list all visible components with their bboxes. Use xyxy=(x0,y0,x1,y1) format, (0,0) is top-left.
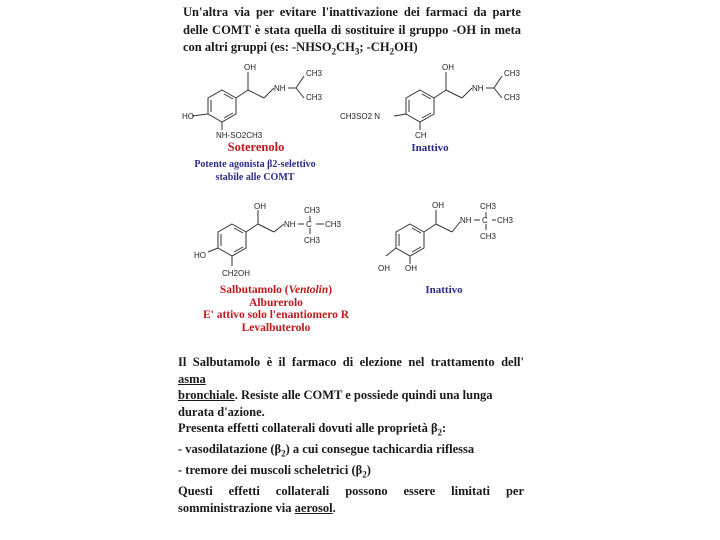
bottom-text: Presenta effetti collaterali dovuti alle proprietà β xyxy=(178,421,438,435)
oh-label: OH xyxy=(378,264,390,273)
bottom-line-3 xyxy=(178,420,524,441)
bottom-text: ) a cui consegue tachicardia riflessa xyxy=(285,442,475,456)
oh-label: OH xyxy=(432,201,444,210)
soterenolo-desc-line: stabile alle COMT xyxy=(215,171,295,183)
ch2oh-label: CH2OH xyxy=(222,269,251,278)
bottom-line-1 xyxy=(178,354,524,387)
bottom-line-7 xyxy=(178,500,524,517)
salbutamolo-name xyxy=(186,284,366,297)
oh-label: OH xyxy=(254,202,266,211)
asma-text: asma xyxy=(178,371,206,386)
bottom-text: Il Salbutamolo è il farmaco di elezione nel trattamento dell' xyxy=(178,355,524,369)
intro-text: CH xyxy=(336,40,355,54)
nh-label: NH xyxy=(274,84,286,93)
soterenolo-structure xyxy=(180,58,340,140)
intro-sub: 3 xyxy=(354,46,360,57)
inattivo-label-2: Inattivo xyxy=(425,284,463,296)
enantiomer-text: E' attivo solo l'enantiomero R xyxy=(202,309,350,321)
soterenolo-name: Soterenolo xyxy=(227,140,285,154)
intro-sub: 2 xyxy=(389,46,395,57)
intro-text: OH) xyxy=(394,40,418,54)
soterenolo-desc-line: Potente agonista β2-selettivo xyxy=(194,159,316,170)
ch-label: CH xyxy=(415,131,427,140)
alburerolo-text: Alburerolo xyxy=(249,296,303,309)
salbutamolo-name-end: ) xyxy=(328,284,333,296)
levalbuterolo-text: Levalbuterolo xyxy=(241,321,311,334)
ch3so2n-label: CH3SO2 N xyxy=(340,112,381,121)
soterenolo-desc xyxy=(180,159,330,184)
nh-label: NH xyxy=(472,84,484,93)
oh-label: OH xyxy=(442,63,454,72)
c-label: C xyxy=(306,220,312,229)
inattivo1-structure xyxy=(338,58,528,140)
intro-text: ; -CH xyxy=(359,40,390,54)
bottom-text: . Resiste alle COMT e possiede quindi una lunga durata d'azione. xyxy=(178,388,493,419)
inattivo2-structure xyxy=(372,198,522,278)
bottom-paragraph xyxy=(178,354,524,516)
nh-label: NH xyxy=(460,216,472,225)
nhso2-label: NH-SO2CH3 xyxy=(216,131,263,140)
ho-label: HO xyxy=(194,251,206,260)
salbutamolo-block xyxy=(186,284,366,334)
ch3-label: CH3 xyxy=(325,220,342,229)
bottom-text: - vasodilatazione (β xyxy=(178,442,282,456)
bottom-text: somministrazione via xyxy=(178,500,295,515)
bottom-line-5 xyxy=(178,462,524,483)
ch3-label: CH3 xyxy=(504,93,521,102)
bottom-text: - tremore dei muscoli scheletrici (β xyxy=(178,463,363,477)
beta-sub: 2 xyxy=(437,427,443,438)
oh-label: OH xyxy=(405,264,417,273)
salbutamolo-name-text: Salbutamolo ( xyxy=(219,284,289,296)
bottom-text: : xyxy=(442,421,447,435)
intro-paragraph xyxy=(183,4,521,61)
ch3-label: CH3 xyxy=(480,232,497,241)
bottom-line-6: Questi effetti collaterali possono essere limitati per xyxy=(178,484,524,498)
bottom-line-2 xyxy=(178,387,524,420)
beta-sub: 2 xyxy=(362,469,367,480)
ch3-label: CH3 xyxy=(304,236,321,245)
ventolin-text: Ventolin xyxy=(288,284,329,296)
ch3-label: CH3 xyxy=(306,93,323,102)
c-label: C xyxy=(482,216,488,225)
bottom-text: ) xyxy=(366,463,371,477)
intro-sub: 2 xyxy=(331,46,337,57)
nh-label: NH xyxy=(284,220,296,229)
bottom-line-4 xyxy=(178,441,524,462)
bottom-text: . xyxy=(332,500,336,515)
bronchiale-text: bronchiale xyxy=(178,388,235,402)
ch3-label: CH3 xyxy=(497,216,514,225)
ch3-label: CH3 xyxy=(504,69,521,78)
inattivo-label-1: Inattivo xyxy=(411,142,449,154)
intro-text: Un'altra via per evitare l'inattivazione dei farmaci da parte delle COMT è stata quella di sostituire il gruppo -OH in meta con altri gruppi (es: -NHSO xyxy=(183,5,521,54)
salbutamolo-structure xyxy=(192,200,352,284)
beta-sub: 2 xyxy=(281,448,286,459)
ch3-label: CH3 xyxy=(306,69,323,78)
oh-label: OH xyxy=(244,63,256,72)
ch3-label: CH3 xyxy=(480,202,497,211)
ch3-label: CH3 xyxy=(304,206,321,215)
ho-label: HO xyxy=(182,112,194,121)
aerosol-text: aerosol xyxy=(294,500,333,515)
